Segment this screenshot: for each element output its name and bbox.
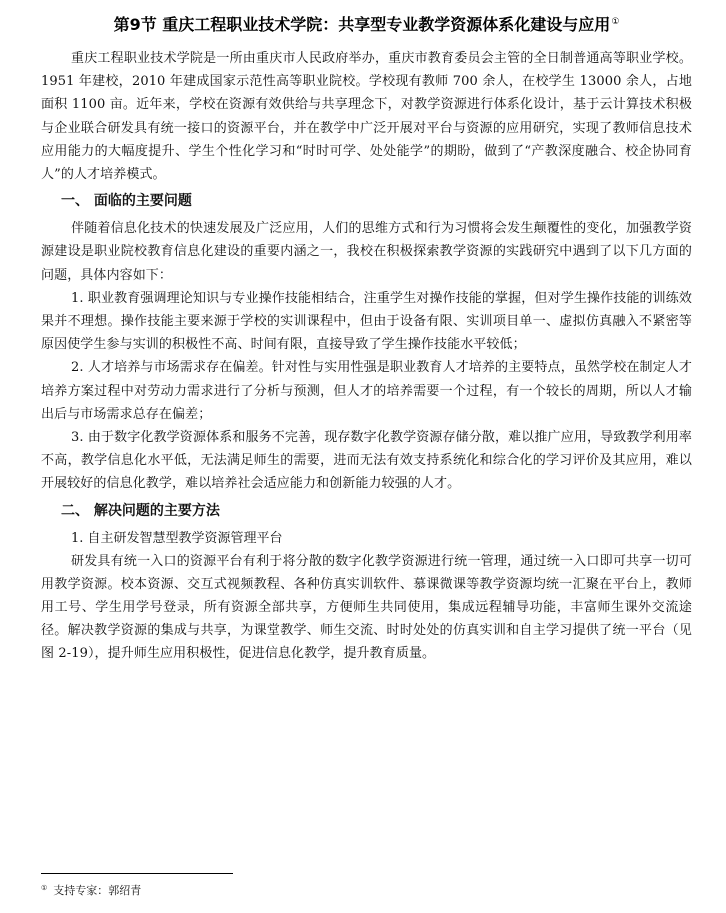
problems-lead-paragraph: 伴随着信息化技术的快速发展及广泛应用，人们的思维方式和行为习惯将会发生颠覆性的变化，加强教学资源建设是职业院校教育信息化建设的重要内涵之一，我校在积极探索教学资源的实践研究中遇到了以下几方面的问题，具体内容如下： <box>41 221 692 283</box>
section-heading-methods: 二、 解决问题的主要方法 <box>61 502 220 519</box>
page-title <box>41 10 692 37</box>
title-text: 第9节 重庆工程职业技术学院：共享型专业教学资源体系化建设与应用 <box>113 15 611 34</box>
title-footnote-mark[interactable]: ① <box>611 17 620 27</box>
problem-item-1: 1. 职业教育强调理论知识与专业操作技能相结合，注重学生对操作技能的掌握，但对学生操作技能的训练效果并不理想。操作技能主要来源于学校的实训课程中，但由于设备有限、实训项目单一、虚拟仿真融入不紧密等原因使学生参与实训的积极性不高、时间有限，直接导致了学生操作技能水平较低； <box>41 290 692 353</box>
footnote-mark: ① <box>41 884 48 892</box>
platform-paragraph: 研发具有统一入口的资源平台有利于将分散的数字化教学资源进行统一管理，通过统一入口即可共享一切可用教学资源。校本资源、交互式视频教程、各种仿真实训软件、慕课微课等教学资源均统一汇聚在平台上，教师用工号、学生用学号登录，所有资源全部共享，方便师生共同使用，集成远程辅导功能，丰富师生课外交流途径。解决教学资源的集成与共享，为课堂教学、师生交流、时时处处的仿真实训和自主学习提供了统一平台（见图 2-19），提升师生应用积极性，促进信息化教学，提升教育质量。 <box>41 553 692 662</box>
footnote-text: 支持专家：郭绍青 <box>53 884 142 897</box>
footnote <box>41 881 141 898</box>
section-heading-problems: 一、 面临的主要问题 <box>61 193 192 210</box>
footnote-divider <box>41 873 233 874</box>
problem-item-3: 3. 由于数字化教学资源体系和服务不完善，现存数字化教学资源存储分散，难以推广应用，导致教学利用率不高，教学信息化水平低，无法满足师生的需要，进而无法有效支持系统化和综合化的学习评价及其应用，难以开展较好的信息化教学，难以培养社会适应能力和创新能力较强的人才。 <box>41 430 692 492</box>
subsection-heading-platform: 1. 自主研发智慧型教学资源管理平台 <box>71 530 283 546</box>
intro-paragraph: 重庆工程职业技术学院是一所由重庆市人民政府举办，重庆市教育委员会主管的全日制普通高等职业学校。1951 年建校，2010 年建成国家示范性高等职业院校。学校现有教师 700 余人，在校学生 13000 余人，占地面积 1100 亩。近年来，学校在资源有效供给与共享理念下，对教学资源进行体系化设计，基于云计算技术积极与企业联合研发具有统一接口的资源平台，并在教学中广泛开展对平台与资源的应用研究，实现了教师信息技术应用能力的大幅度提升、学生个性化学习和“时时可学、处处能学”的期盼，做到了“产教深度融合、校企协同育人”的人才培养模式。 <box>41 51 692 183</box>
problem-item-2: 2. 人才培养与市场需求存在偏差。针对性与实用性强是职业教育人才培养的主要特点，虽然学校在制定人才培养方案过程中对劳动力需求进行了分析与预测，但人才的培养需要一个过程，有一个较长的周期，所以人才输出后与市场需求总存在偏差； <box>41 360 692 422</box>
